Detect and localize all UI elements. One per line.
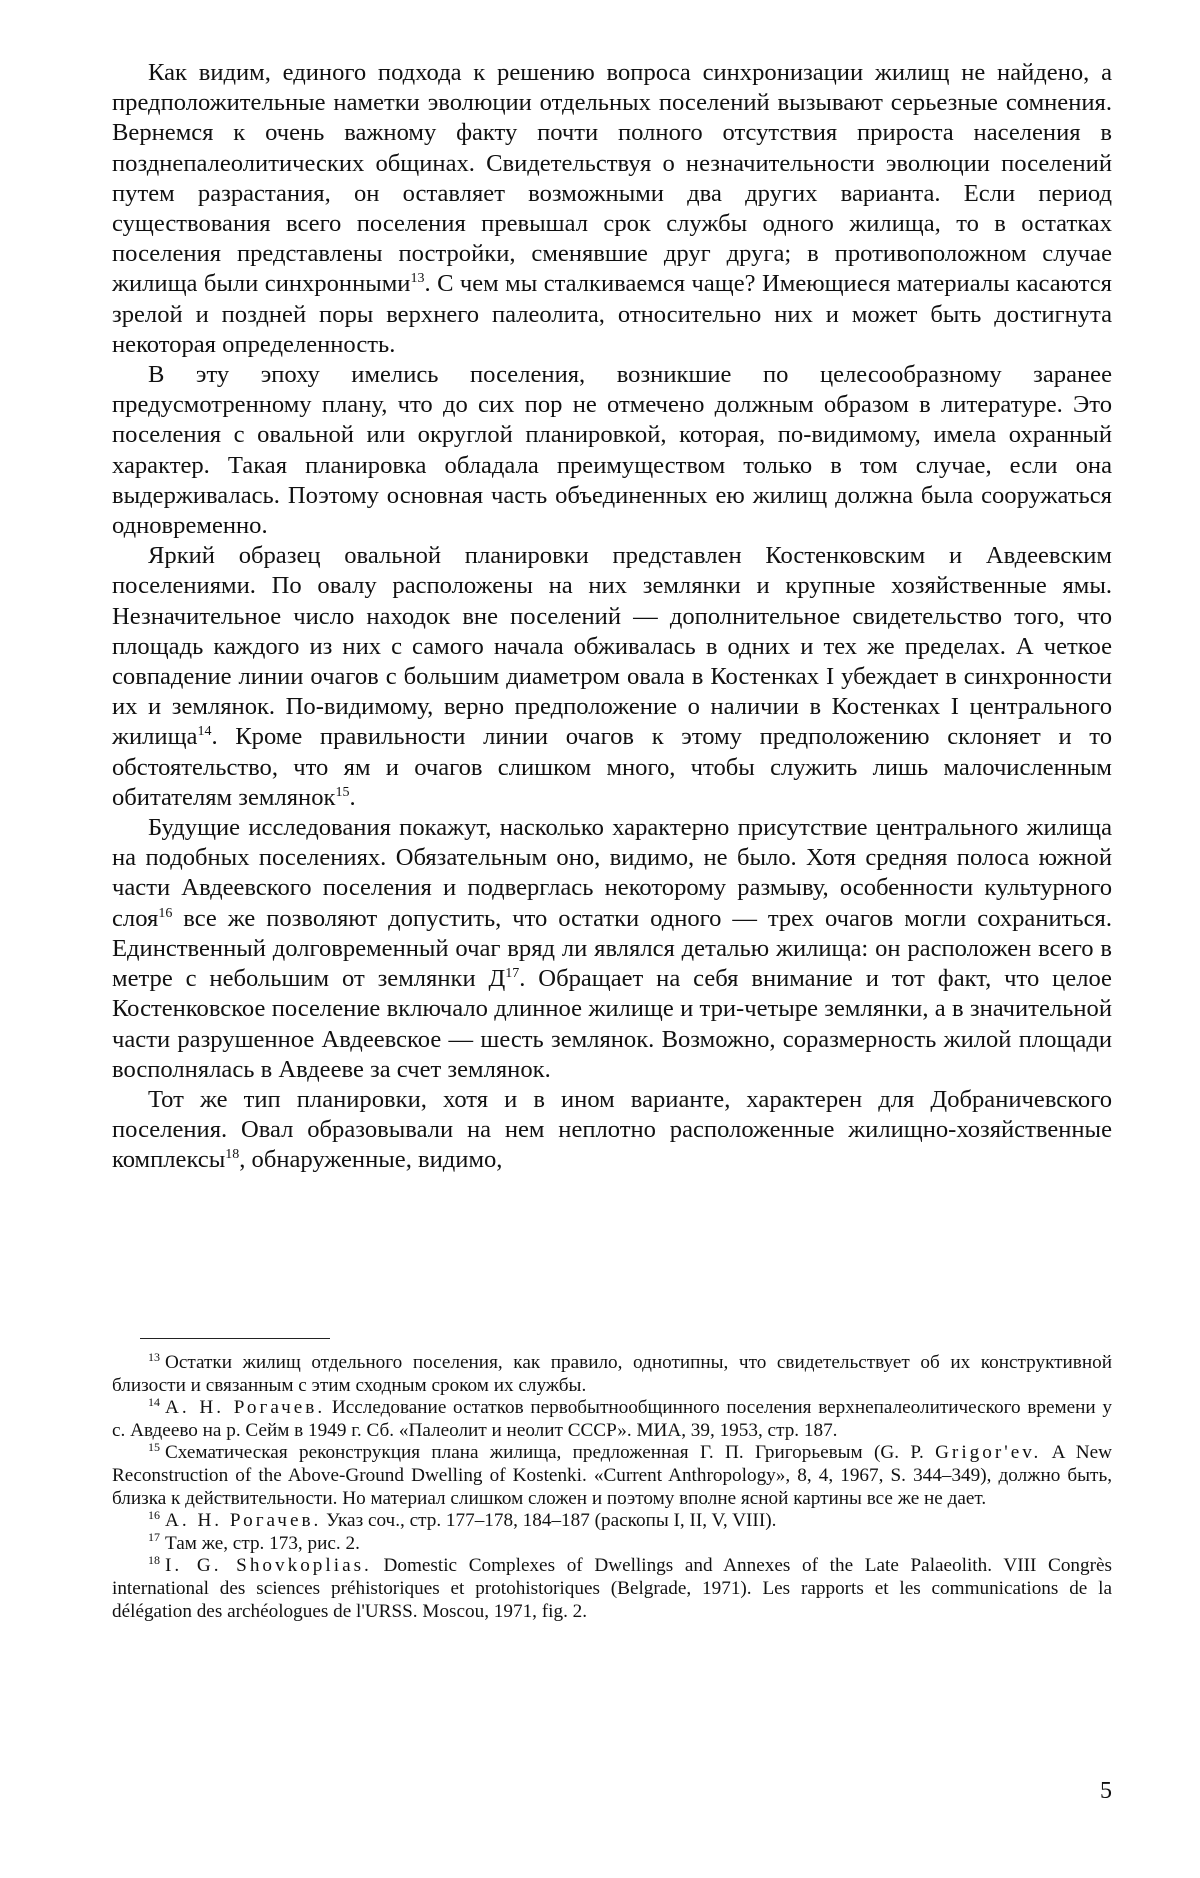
footnote-14: $^{14}$ А. Н. Рогачев. Исследование остатков первобытнообщинного поселения верхнепалеолитического времени у с. Авдеево на р. Сейм в 1949 г. Сб. «Палеолит и неолит СССР». МИА, 39, 1953, стр. 187.: [112, 1394, 1112, 1441]
footnote-15: $^{15}$ Схематическая реконструкция плана жилища, предложенная Г. П. Григорьевым (G. P. Grigor'ev. A New Reconstruction of the Above-Ground Dwelling of Kostenki. «Current Anthropology», 8, 4, 1967, S. 344–349), должно быть, близка к действительности. Но материал слишком сложен и поэтому вполне ясной картины все же не дает.: [112, 1439, 1112, 1509]
footnote-16: $^{16}$ А. Н. Рогачев. Указ соч., стр. 177–178, 184–187 (раскопы I, II, V, VIII).: [148, 1507, 777, 1532]
footnote-18: $^{18}$ I. G. Shovkoplias. Domestic Complexes of Dwellings and Annexes of the Late Palaeolith. VIII Congrès international des sciences préhistoriques et protohistoriques (Belgrade, 1971). Les rapports et les communications de la délégation des archéologues de l'URSS. Moscou, 1971, fig. 2.: [112, 1552, 1112, 1622]
paragraph-2: В эту эпоху имелись поселения, возникшие по целесообразному заранее предусмотренному плану, что до сих пор не отмечено должным образом в литературе. Это поселения с овальной или округлой планировкой, которая, по-видимому, имела охранный характер. Такая планировка обладала преимуществом только в том случае, если она выдерживалась. Поэтому основная часть объединенных ею жилищ должна была сооружаться одновременно.: [112, 361, 1112, 540]
paragraph-1: Как видим, единого подхода к решению вопроса синхронизации жилищ не найдено, а предположительные наметки эволюции отдельных поселений вызывают серьезные сомнения. Вернемся к очень важному факту почти полного отсутствия прироста населения в позднепалеолитических общинах. Свидетельствуя о незначительности эволюции поселений путем разрастания, он оставляет возможными два других варианта. Если период существования всего поселения превышал срок службы одного жилища, то в остатках поселения представлены постройки, сменявшие друг друга; в противоположном случае жилища были синхронными$^{13}$. С чем мы сталкиваемся чаще? Имеющиеся материалы касаются зрелой и поздней поры верхнего палеолита, относительно них и может быть достигнута некоторая определенность.: [112, 59, 1112, 358]
footnote-17: $^{17}$ Там же, стр. 173, рис. 2.: [148, 1530, 360, 1554]
footnote-ref-15[interactable]: 15: [335, 784, 350, 800]
paragraph-3: Яркий образец овальной планировки представлен Костенковским и Авдеевским поселениями. По овалу расположены на них землянки и крупные хозяйственные ямы. Незначительное число находок вне поселений — дополнительное свидетельство того, что площадь каждого из них с самого начала обживалась в одних и тех же пределах. А четкое совпадение линии очагов с большим диаметром овала в Костенках I убеждает в синхронности их и землянок. По-видимому, верно предположение о наличии в Костенках I центрального жилища$^{14}$. Кроме правильности линии очагов к этому предположению склоняет и то обстоятельство, что ям и очагов слишком много, чтобы служить лишь малочисленным обитателям землянок$^{15}$.: [112, 542, 1112, 811]
footnote-ref-17[interactable]: 17: [505, 965, 520, 981]
footnote-ref-16[interactable]: 16: [158, 905, 173, 921]
footnotes: [112, 1349, 1112, 1623]
footnote-divider: [140, 1338, 330, 1339]
page-number: 5: [1100, 1778, 1112, 1804]
footnote-ref-18[interactable]: 18: [225, 1147, 240, 1163]
paragraph-4: Будущие исследования покажут, насколько характерно присутствие центрального жилища на подобных поселениях. Обязательным оно, видимо, не было. Хотя средняя полоса южной части Авдеевского поселения и подверглась некоторому размыву, особенности культурного слоя$^{16}$ все же позволяют допустить, что остатки одного — трех очагов могли сохраниться. Единственный долговременный очаг вряд ли являлся деталью жилища: он расположен всего в метре с небольшим от землянки $Д^{17}$. Обращает на себя внимание и тот факт, что целое Костенковское поселение включало длинное жилище и три-четыре землянки, а в значительной части разрушенное Авдеевское — шесть землянок. Возможно, соразмерность жилой площади восполнялась в Авдееве за счет землянок.: [112, 814, 1112, 1083]
footnote-13: $^{13}$ Остатки жилищ отдельного поселения, как правило, однотипны, что свидетельствует об их конструктивной близости и связанным с этим сходным сроком их службы.: [112, 1349, 1112, 1396]
main-text: [112, 58, 1112, 1176]
paragraph-5: Тот же тип планировки, хотя и в ином варианте, характерен для Добраничевского поселения. Овал образовывали на нем неплотно расположенные жилищно-хозяйственные комплексы$^{18}$, обнаруженные, видимо,: [112, 1085, 1112, 1174]
footnote-ref-14[interactable]: 14: [197, 724, 212, 740]
footnote-ref-13[interactable]: 13: [410, 271, 425, 287]
